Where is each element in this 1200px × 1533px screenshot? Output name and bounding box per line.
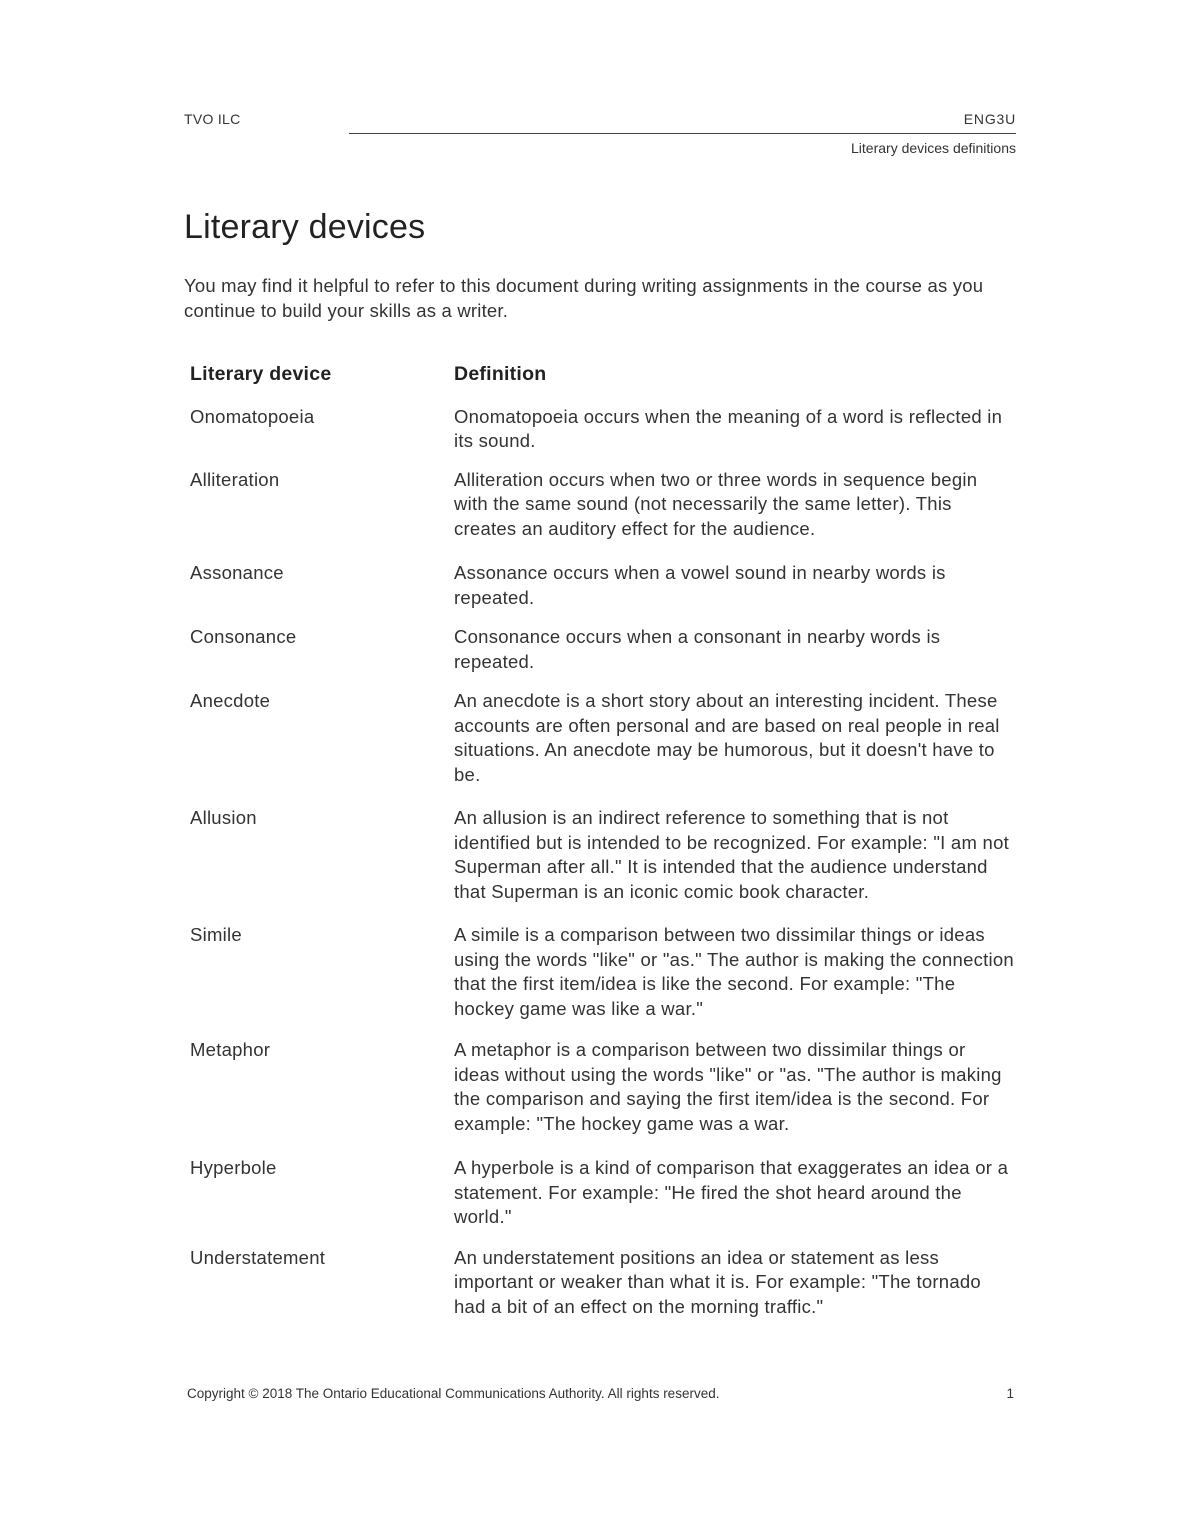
header-organization: TVO ILC [184, 111, 241, 127]
header-course-code: ENG3U [963, 111, 1016, 127]
device-term: Assonance [190, 562, 284, 583]
device-term: Simile [190, 924, 242, 945]
device-definition: An anecdote is a short story about an interesting incident. These accounts are often personal and are based on real people in real situations. An anecdote may be humorous, but it doesn't have to be. [454, 690, 1000, 785]
header-subtitle: Literary devices definitions [851, 140, 1016, 156]
table-row [190, 468, 1020, 542]
header-divider [349, 133, 1016, 134]
table-row [190, 1156, 1020, 1230]
device-term: Allusion [190, 807, 257, 828]
device-term: Alliteration [190, 468, 280, 490]
page-title: Literary devices [184, 208, 426, 246]
footer-copyright: Copyright © 2018 The Ontario Educational Communications Authority. All rights reserved. [187, 1386, 720, 1401]
device-term: Onomatopoeia [190, 405, 315, 427]
device-term: Understatement [190, 1246, 326, 1268]
table-row [190, 1246, 1020, 1320]
table-row [190, 405, 1020, 454]
device-term: Metaphor [190, 1039, 271, 1060]
device-definition: An understatement positions an idea or statement as less important or weaker than what it is. For example: "The tornado had a bit of an effect on the morning traffic." [454, 1246, 981, 1317]
device-term: Consonance [190, 626, 297, 647]
device-definition: A metaphor is a comparison between two dissimilar things or ideas without using the words "like" or "as. "The author is making the comparison and saying the first item/idea is the second. For example: "The hockey game was a war. [454, 1039, 1002, 1134]
footer-page-number: 1 [1006, 1386, 1014, 1401]
device-definition: An allusion is an indirect reference to something that is not identified but is intended to be recognized. For example: "I am not Superman after all." It is intended that the audience understand that Superman is an iconic comic book character. [454, 807, 1009, 902]
table-row [190, 806, 1020, 904]
table-row [190, 689, 1020, 787]
table-header-row [190, 362, 1020, 387]
device-term: Anecdote [190, 690, 271, 711]
device-definition: Assonance occurs when a vowel sound in nearby words is repeated. [454, 562, 946, 608]
intro-paragraph: You may find it helpful to refer to this document during writing assignments in the course as you continue to build your skills as a writer. [184, 275, 984, 321]
definitions-table [190, 362, 1020, 1319]
device-definition: A simile is a comparison between two dissimilar things or ideas using the words "like" or "as." The author is making the connection that the first item/idea is like the second. For example: "The hockey game was like a war." [454, 924, 1014, 1019]
table-row [190, 923, 1020, 1021]
table-row [190, 1038, 1020, 1136]
column-header-device: Literary device [190, 363, 332, 385]
device-definition: Alliteration occurs when two or three words in sequence begin with the same sound (not necessarily the same letter). This creates an auditory effect for the audience. [454, 468, 978, 539]
table-row [190, 625, 1020, 674]
column-header-definition: Definition [454, 363, 547, 385]
table-row [190, 561, 1020, 610]
device-definition: A hyperbole is a kind of comparison that exaggerates an idea or a statement. For example: "He fired the shot heard around the world." [454, 1157, 1009, 1227]
device-definition: Onomatopoeia occurs when the meaning of a word is reflected in its sound. [454, 405, 1003, 451]
device-term: Hyperbole [190, 1157, 277, 1178]
device-definition: Consonance occurs when a consonant in nearby words is repeated. [454, 626, 941, 672]
